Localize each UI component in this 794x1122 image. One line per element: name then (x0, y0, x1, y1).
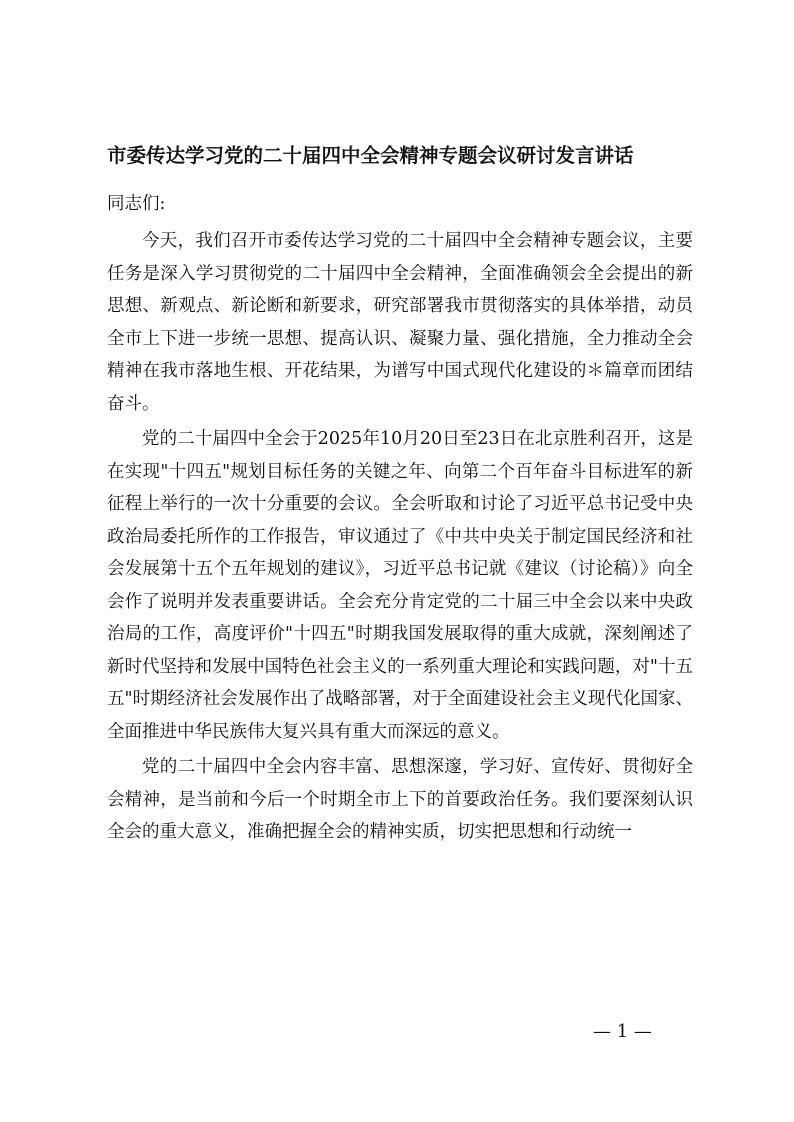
paragraph-opening: 今天，我们召开市委传达学习党的二十届四中全会精神专题会议，主要任务是深入学习贯彻党的二十届四中全会精神，全面准确领会全会提出的新思想、新观点、新论断和新要求，研究部署我市贯彻落实的具体举措，动员全市上下进一步统一思想、提高认识、凝聚力量、强化措施，全力推动全会精神在我市落地生根、开花结果，为谱写中国式现代化建设的＊篇章而团结奋斗。 (107, 231, 693, 414)
document-title: 市委传达学习党的二十届四中全会精神专题会议研讨发言讲话 (107, 144, 634, 167)
paragraph-plenum-background: 党的二十届四中全会于2025年10月20日至23日在北京胜利召开，这是在实现"十四五"规划目标任务的关键之年、向第二个百年奋斗目标进军的新征程上举行的一次十分重要的会议。全会听取和讨论了习近平总书记受中央政治局委托所作的工作报告，审议通过了《中共中央关于制定国民经济和社会发展第十五个五年规划的建议》，习近平总书记就《建议（讨论稿）》向全会作了说明并发表重要讲话。全会充分肯定党的二十届三中全会以来中央政治局的工作，高度评价"十四五"时期我国发展取得的重大成就，深刻阐述了新时代坚持和发展中国特色社会主义的一系列重大理论和实践问题，对"十五五"时期经济社会发展作出了战略部署，对于全面建设社会主义现代化国家、全面推进中华民族伟大复兴具有重大而深远的意义。 (107, 429, 693, 742)
document-body (107, 225, 693, 852)
paragraph-study-task: 党的二十届四中全会内容丰富、思想深邃，学习好、宣传好、贯彻好全会精神，是当前和今后一个时期全市上下的首要政治任务。我们要深刻认识全会的重大意义，准确把握全会的精神实质，切实把思想和行动统一 (107, 757, 693, 842)
page-number: — 1 — (593, 1021, 652, 1042)
salutation: 同志们: (107, 194, 166, 214)
